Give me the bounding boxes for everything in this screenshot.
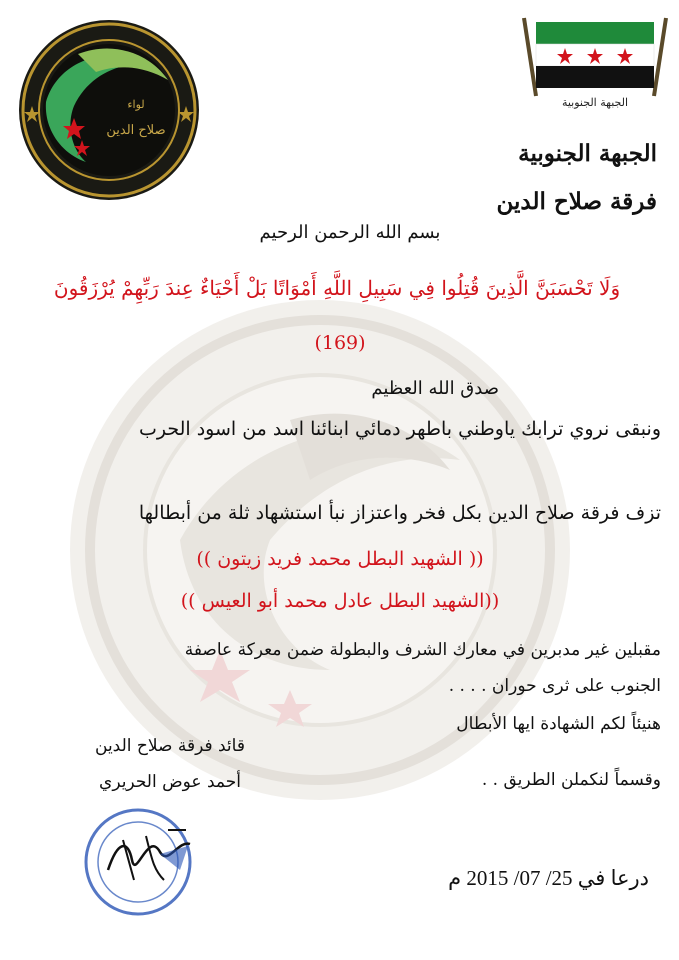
martyr-name-1: (( الشهيد البطل محمد فريد زيتون )) bbox=[196, 548, 484, 570]
body-line-f: وقسماً لنكملن الطريق . . bbox=[481, 770, 661, 790]
basmala: بسم الله الرحمن الرحيم bbox=[259, 222, 441, 243]
official-stamp-signature-icon bbox=[68, 800, 218, 920]
martyr-name-2: ((الشهيد البطل عادل محمد أبو العيس )) bbox=[180, 590, 500, 612]
verse-number: (169) bbox=[314, 332, 366, 354]
quran-verse: وَلَا تَحْسَبَنَّ الَّذِينَ قُتِلُوا فِي سَبِيلِ اللَّهِ أَمْوَاتًا بَلْ أَحْيَاءٌ عِندَ رَبِّهِمْ يُرْزَقُونَ bbox=[53, 276, 621, 300]
body-line-c: مقبلين غير مدبرين في معارك الشرف والبطولة ضمن معركة عاصفة bbox=[184, 640, 661, 660]
flag-caption: الجبهة الجنوبية bbox=[561, 96, 629, 109]
division-emblem-icon bbox=[18, 10, 200, 210]
sadaq-text: صدق الله العظيم bbox=[371, 378, 499, 399]
body-line-b: تزف فرقة صلاح الدين بكل فخر واعتزاز نبأ استشهاد ثلة من أبطالها bbox=[138, 502, 661, 524]
body-line-a: ونبقى نروي ترابك ياوطني باطهر دمائي ابنائنا اسد من اسود الحرب bbox=[138, 418, 661, 440]
header-org-title: الجبهة الجنوبية bbox=[518, 140, 657, 167]
body-line-e: هنيئاً لكم الشهادة ايها الأبطال bbox=[456, 714, 661, 734]
signature-name: أحمد عوض الحريري bbox=[99, 772, 241, 792]
body-line-d: الجنوب على ثرى حوران . . . . bbox=[448, 676, 661, 696]
emblem-center-text-1: لواء bbox=[127, 98, 145, 111]
emblem-center-text-2: صلاح الدين bbox=[106, 123, 166, 138]
document-date: درعا في 25/ 07/ 2015 م bbox=[448, 866, 649, 890]
signature-title: قائد فرقة صلاح الدين bbox=[95, 736, 245, 756]
header-division-title: فرقة صلاح الدين bbox=[496, 188, 657, 215]
